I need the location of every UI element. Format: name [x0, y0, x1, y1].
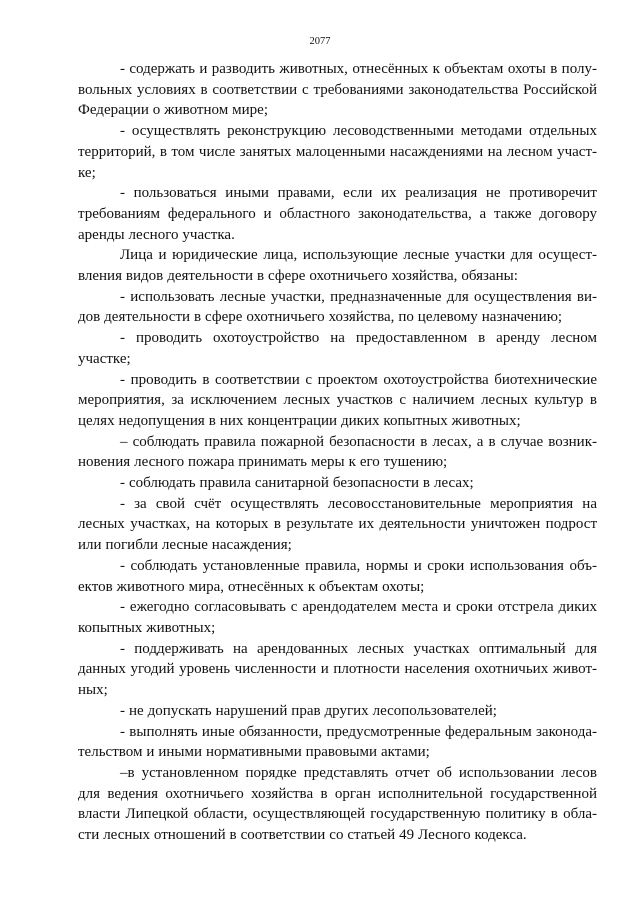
paragraph: Лица и юридические лица, использующие лесные участки для осуществления видов деятельности в сфере охотничьего хозяйства, обязаны: — [78, 247, 597, 285]
paragraph: - не допускать нарушений прав других лесопользователей; — [120, 702, 497, 719]
paragraph: - поддерживать на арендованных лесных участках оптимальный для данных угодий уровень численности и плотности населения охотничьих животных; — [78, 640, 597, 699]
paragraph: - проводить в соответствии с проектом охотоустройства биотехнические мероприятия, за исключением лесных участков с наличием лесных культур в целях недопущения в них концентрации диких копытных животных; — [78, 371, 597, 429]
paragraph: – соблюдать правила пожарной безопасности в лесах, а в случае возникновения лесного пожара принимать меры к его тушению; — [78, 433, 597, 471]
paragraph: - соблюдать правила санитарной безопасности в лесах; — [120, 475, 474, 492]
paragraph: - пользоваться иными правами, если их реализация не противоречит требованиям федерального и областного законодательства, а также договору аренды лесного участка. — [78, 185, 597, 243]
paragraph: - содержать и разводить животных, отнесённых к объектам охоты в полувольных условиях в соответствии с требованиями законодательства Российской Федерации о животном мире; — [78, 61, 597, 119]
paragraph: - выполнять иные обязанности, предусмотренные федеральным законодательством и иными нормативными правовыми актами; — [78, 723, 597, 761]
paragraph: - за свой счёт осуществлять лесовосстановительные мероприятия на лесных участках, на которых в результате их деятельности уничтожен подрост или погибли лесные насаждения; — [78, 495, 597, 554]
paragraph: - осуществлять реконструкцию лесоводственными методами отдельных территорий, в том числе занятых малоценными насаждениями на лесном участке; — [78, 123, 597, 181]
page-number: 2077 — [309, 36, 331, 47]
paragraph: - использовать лесные участки, предназначенные для осуществления видов деятельности в сфере охотничьего хозяйства, по целевому назначению; — [78, 288, 597, 326]
paragraph: - соблюдать установленные правила, нормы и сроки использования объектов животного мира, отнесённых к объектам охоты; — [78, 557, 597, 595]
paragraph: - ежегодно согласовывать с арендодателем места и сроки отстрела диких копытных животных; — [78, 599, 597, 636]
body-text — [78, 59, 597, 846]
paragraph: –в установленном порядке представлять отчет об использовании лесов для ведения охотничьего хозяйства в орган исполнительной государственной власти Липецкой области, осуществляющей государственную политику в области лесных отношений в соответствии со статьей 49 Лесного кодекса. — [78, 764, 597, 844]
paragraph: - проводить охотоустройство на предоставленном в аренду лесном участке; — [78, 330, 597, 367]
